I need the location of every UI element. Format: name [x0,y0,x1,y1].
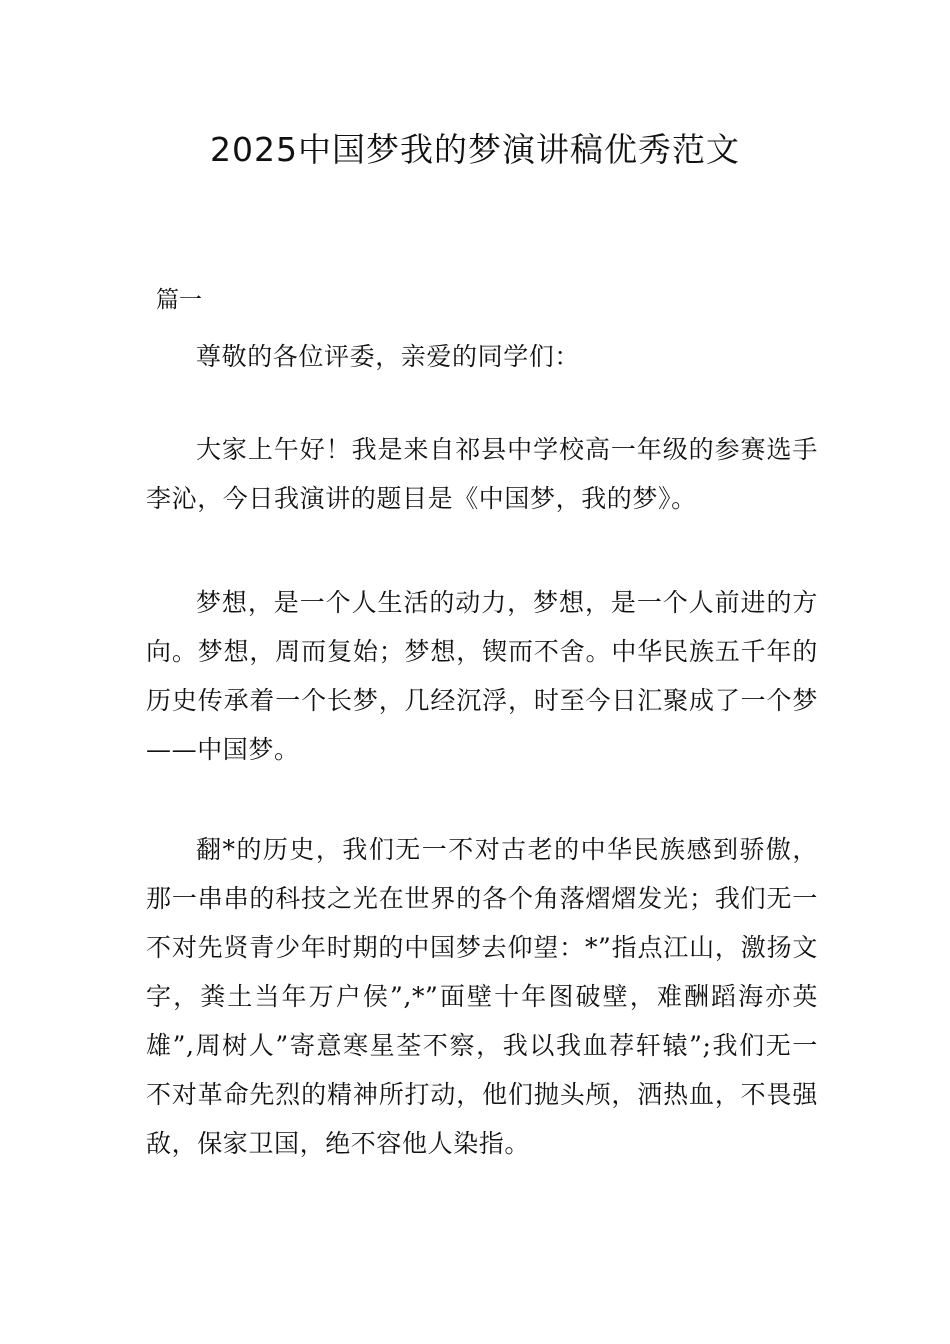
greeting-paragraph: 尊敬的各位评委，亲爱的同学们： [196,342,581,371]
section-label: 篇一 [156,287,202,313]
paragraph-1: 大家上午好！我是来自祁县中学校高一年级的参赛选手李沁，今日我演讲的题目是《中国梦，我的梦》。 [146,435,818,513]
paragraph-2: 梦想，是一个人生活的动力，梦想，是一个人前进的方向。梦想，周而复始；梦想，锲而不舍。中华民族五千年的历史传承着一个长梦，几经沉浮，时至今日汇聚成了一个梦——中国梦。 [146,588,818,764]
document-title: 2025中国梦我的梦演讲稿优秀范文 [210,130,740,169]
paragraph-3: 翻*的历史，我们无一不对古老的中华民族感到骄傲，那一串串的科技之光在世界的各个角落熠熠发光；我们无一不对先贤青少年时期的中国梦去仰望：*”指点江山，激扬文字，粪土当年万户侯”,*”面壁十年图破壁，难酬蹈海亦英雄”,周树人”寄意寒星荃不察，我以我血荐轩辕”;我们无一不对革命先烈的精神所打动，他们抛头颅，洒热血，不畏强敌，保家卫国，绝不容他人染指。 [146,835,818,1158]
